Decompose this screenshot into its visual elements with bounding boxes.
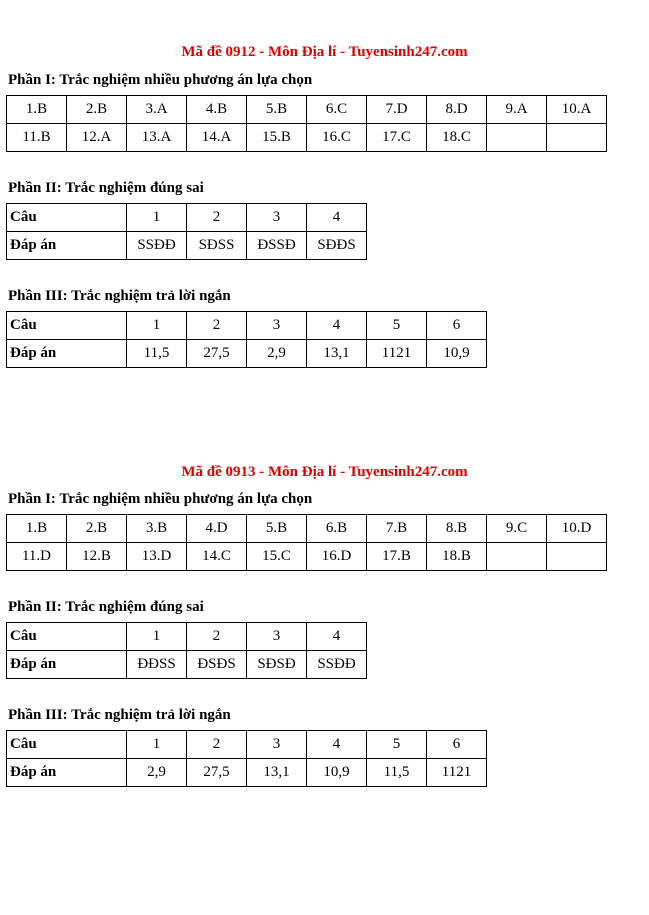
answer-cell: 5.B xyxy=(247,96,307,124)
row-label: Câu xyxy=(7,312,127,340)
answer-cell: 3.B xyxy=(127,515,187,543)
answer-cell: 6.B xyxy=(307,515,367,543)
exam-title: Mã đề 0913 - Môn Địa lí - Tuyensinh247.com xyxy=(181,464,468,480)
answer-cell: 4.B xyxy=(187,96,247,124)
answer-cell: SSĐĐ xyxy=(307,651,367,679)
table-row xyxy=(7,96,607,124)
answer-cell: ĐSSĐ xyxy=(247,232,307,260)
answer-cell: 11,5 xyxy=(127,340,187,368)
part3-table xyxy=(6,311,487,368)
question-cell: 5 xyxy=(367,312,427,340)
answer-cell: 13,1 xyxy=(307,340,367,368)
answer-cell: 17.C xyxy=(367,124,427,152)
table-row xyxy=(7,204,367,232)
answer-cell: 1.B xyxy=(7,96,67,124)
part3-title: Phần III: Trắc nghiệm trả lời ngắn xyxy=(8,707,231,723)
answer-cell: 7.D xyxy=(367,96,427,124)
answer-cell xyxy=(487,124,547,152)
part3-table xyxy=(6,730,487,787)
row-label: Đáp án xyxy=(7,340,127,368)
question-cell: 4 xyxy=(307,623,367,651)
question-cell: 2 xyxy=(187,623,247,651)
row-label: Đáp án xyxy=(7,759,127,787)
answer-cell: 15.B xyxy=(247,124,307,152)
question-cell: 4 xyxy=(307,312,367,340)
answer-cell: 18.B xyxy=(427,543,487,571)
answer-cell: 10,9 xyxy=(427,340,487,368)
part2-title: Phần II: Trắc nghiệm đúng sai xyxy=(8,180,204,196)
question-cell: 6 xyxy=(427,731,487,759)
table-row xyxy=(7,124,607,152)
answer-cell: 1.B xyxy=(7,515,67,543)
answer-cell: 14.A xyxy=(187,124,247,152)
answer-cell: 13,1 xyxy=(247,759,307,787)
part2-table xyxy=(6,622,367,679)
table-row xyxy=(7,623,367,651)
answer-cell: 17.B xyxy=(367,543,427,571)
question-cell: 3 xyxy=(247,312,307,340)
answer-cell: 11,5 xyxy=(367,759,427,787)
answer-cell: 2,9 xyxy=(127,759,187,787)
answer-cell: 16.D xyxy=(307,543,367,571)
row-label: Câu xyxy=(7,204,127,232)
question-cell: 1 xyxy=(127,204,187,232)
answer-cell: 1121 xyxy=(367,340,427,368)
question-cell: 2 xyxy=(187,731,247,759)
answer-cell: 11.B xyxy=(7,124,67,152)
answer-cell: 16.C xyxy=(307,124,367,152)
answer-cell xyxy=(547,124,607,152)
part2-title: Phần II: Trắc nghiệm đúng sai xyxy=(8,599,204,615)
part1-table xyxy=(6,95,607,152)
question-cell: 3 xyxy=(247,204,307,232)
table-row xyxy=(7,651,367,679)
table-row xyxy=(7,515,607,543)
table-row xyxy=(7,340,487,368)
answer-cell: 4.D xyxy=(187,515,247,543)
row-label: Câu xyxy=(7,623,127,651)
answer-cell: 2,9 xyxy=(247,340,307,368)
answer-cell: 15.C xyxy=(247,543,307,571)
answer-cell: 2.B xyxy=(67,515,127,543)
answer-cell: 27,5 xyxy=(187,340,247,368)
question-cell: 4 xyxy=(307,731,367,759)
answer-cell: 18.C xyxy=(427,124,487,152)
answer-cell: 8.B xyxy=(427,515,487,543)
answer-cell: 9.A xyxy=(487,96,547,124)
question-cell: 1 xyxy=(127,312,187,340)
part1-table xyxy=(6,514,607,571)
question-cell: 1 xyxy=(127,731,187,759)
answer-cell: SĐSĐ xyxy=(247,651,307,679)
table-row xyxy=(7,759,487,787)
answer-cell: 10.A xyxy=(547,96,607,124)
answer-cell: 13.A xyxy=(127,124,187,152)
exam-title: Mã đề 0912 - Môn Địa lí - Tuyensinh247.com xyxy=(181,44,468,60)
question-cell: 6 xyxy=(427,312,487,340)
answer-cell: 10.D xyxy=(547,515,607,543)
answer-cell: 8.D xyxy=(427,96,487,124)
answer-cell: SĐĐS xyxy=(307,232,367,260)
question-cell: 3 xyxy=(247,623,307,651)
answer-cell: 12.B xyxy=(67,543,127,571)
answer-cell xyxy=(487,543,547,571)
question-cell: 2 xyxy=(187,204,247,232)
answer-cell xyxy=(547,543,607,571)
answer-cell: 13.D xyxy=(127,543,187,571)
table-row xyxy=(7,312,487,340)
answer-cell: ĐĐSS xyxy=(127,651,187,679)
answer-cell: 12.A xyxy=(67,124,127,152)
part1-title: Phần I: Trắc nghiệm nhiều phương án lựa chọn xyxy=(8,491,313,507)
table-row xyxy=(7,232,367,260)
answer-cell: 11.D xyxy=(7,543,67,571)
answer-cell: ĐSĐS xyxy=(187,651,247,679)
answer-cell: 27,5 xyxy=(187,759,247,787)
table-row xyxy=(7,543,607,571)
table-row xyxy=(7,731,487,759)
answer-cell: 1121 xyxy=(427,759,487,787)
answer-cell: 6.C xyxy=(307,96,367,124)
row-label: Đáp án xyxy=(7,232,127,260)
question-cell: 5 xyxy=(367,731,427,759)
row-label: Câu xyxy=(7,731,127,759)
answer-cell: 3.A xyxy=(127,96,187,124)
part3-title: Phần III: Trắc nghiệm trả lời ngắn xyxy=(8,288,231,304)
answer-cell: 5.B xyxy=(247,515,307,543)
row-label: Đáp án xyxy=(7,651,127,679)
question-cell: 2 xyxy=(187,312,247,340)
part1-title: Phần I: Trắc nghiệm nhiều phương án lựa chọn xyxy=(8,72,313,88)
question-cell: 4 xyxy=(307,204,367,232)
part2-table xyxy=(6,203,367,260)
question-cell: 1 xyxy=(127,623,187,651)
answer-cell: 14.C xyxy=(187,543,247,571)
answer-cell: 2.B xyxy=(67,96,127,124)
answer-cell: 7.B xyxy=(367,515,427,543)
answer-cell: SĐSS xyxy=(187,232,247,260)
answer-cell: 9.C xyxy=(487,515,547,543)
answer-cell: SSĐĐ xyxy=(127,232,187,260)
question-cell: 3 xyxy=(247,731,307,759)
answer-cell: 10,9 xyxy=(307,759,367,787)
